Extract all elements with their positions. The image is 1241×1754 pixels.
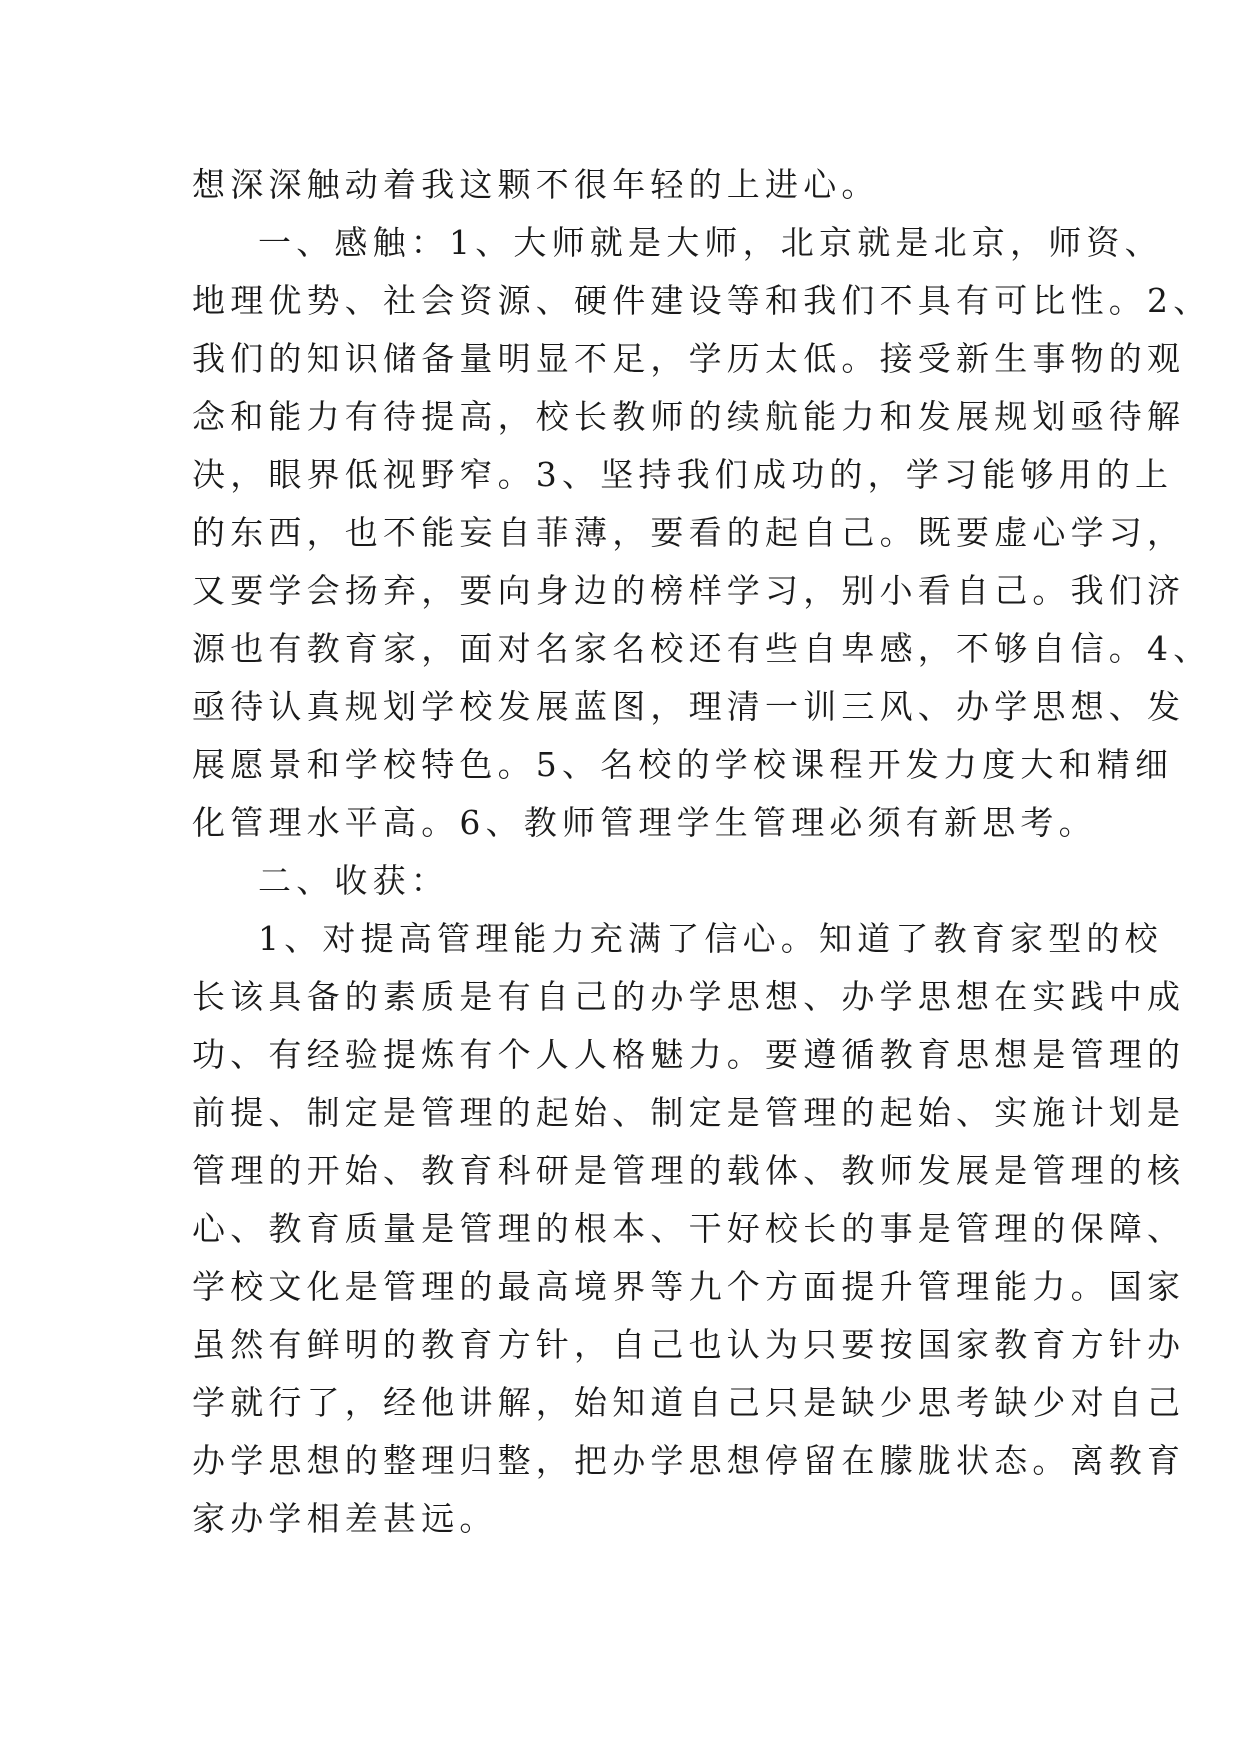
- body-line: 管理的开始、教育科研是管理的载体、教师发展是管理的核: [192, 1151, 1186, 1190]
- section-heading-touch: 一、感触：1、大师就是大师，北京就是北京，师资、: [258, 223, 1163, 262]
- body-line: 我们的知识储备量明显不足，学历太低。接受新生事物的观: [192, 339, 1186, 378]
- body-line: 长该具备的素质是有自己的办学思想、办学思想在实践中成: [192, 977, 1186, 1016]
- body-line: 又要学会扬弃，要向身边的榜样学习，别小看自己。我们济: [192, 571, 1186, 610]
- body-line: 展愿景和学校特色。5、名校的学校课程开发力度大和精细: [192, 745, 1174, 784]
- body-line: 学就行了，经他讲解，始知道自己只是缺少思考缺少对自己: [192, 1383, 1186, 1422]
- body-line: 功、有经验提炼有个人人格魅力。要遵循教育思想是管理的: [192, 1035, 1186, 1074]
- body-line: 亟待认真规划学校发展蓝图，理清一训三风、办学思想、发: [192, 687, 1186, 726]
- body-line: 的东西，也不能妄自菲薄，要看的起自己。既要虚心学习，: [192, 513, 1186, 552]
- body-line: 决，眼界低视野窄。3、坚持我们成功的，学习能够用的上: [192, 455, 1174, 494]
- body-line: 想深深触动着我这颗不很年轻的上进心。: [192, 165, 880, 204]
- body-line: 源也有教育家，面对名家名校还有些自卑感，不够自信。4、: [192, 629, 1212, 668]
- section-heading-gain: 二、收获：: [258, 861, 449, 900]
- body-line: 化管理水平高。6、教师管理学生管理必须有新思考。: [192, 803, 1097, 842]
- document-body: [192, 156, 1212, 1548]
- body-line: 家办学相差甚远。: [192, 1499, 498, 1538]
- body-line: 学校文化是管理的最高境界等九个方面提升管理能力。国家: [192, 1267, 1186, 1306]
- body-line: 地理优势、社会资源、硬件建设等和我们不具有可比性。2、: [192, 281, 1212, 320]
- body-line: 心、教育质量是管理的根本、干好校长的事是管理的保障、: [192, 1209, 1186, 1248]
- body-line: 办学思想的整理归整，把办学思想停留在朦胧状态。离教育: [192, 1441, 1186, 1480]
- paragraph-start: 1、对提高管理能力充满了信心。知道了教育家型的校: [258, 919, 1163, 958]
- body-line: 虽然有鲜明的教育方针，自己也认为只要按国家教育方针办: [192, 1325, 1186, 1364]
- body-line: 前提、制定是管理的起始、制定是管理的起始、实施计划是: [192, 1093, 1186, 1132]
- body-line: 念和能力有待提高，校长教师的续航能力和发展规划亟待解: [192, 397, 1186, 436]
